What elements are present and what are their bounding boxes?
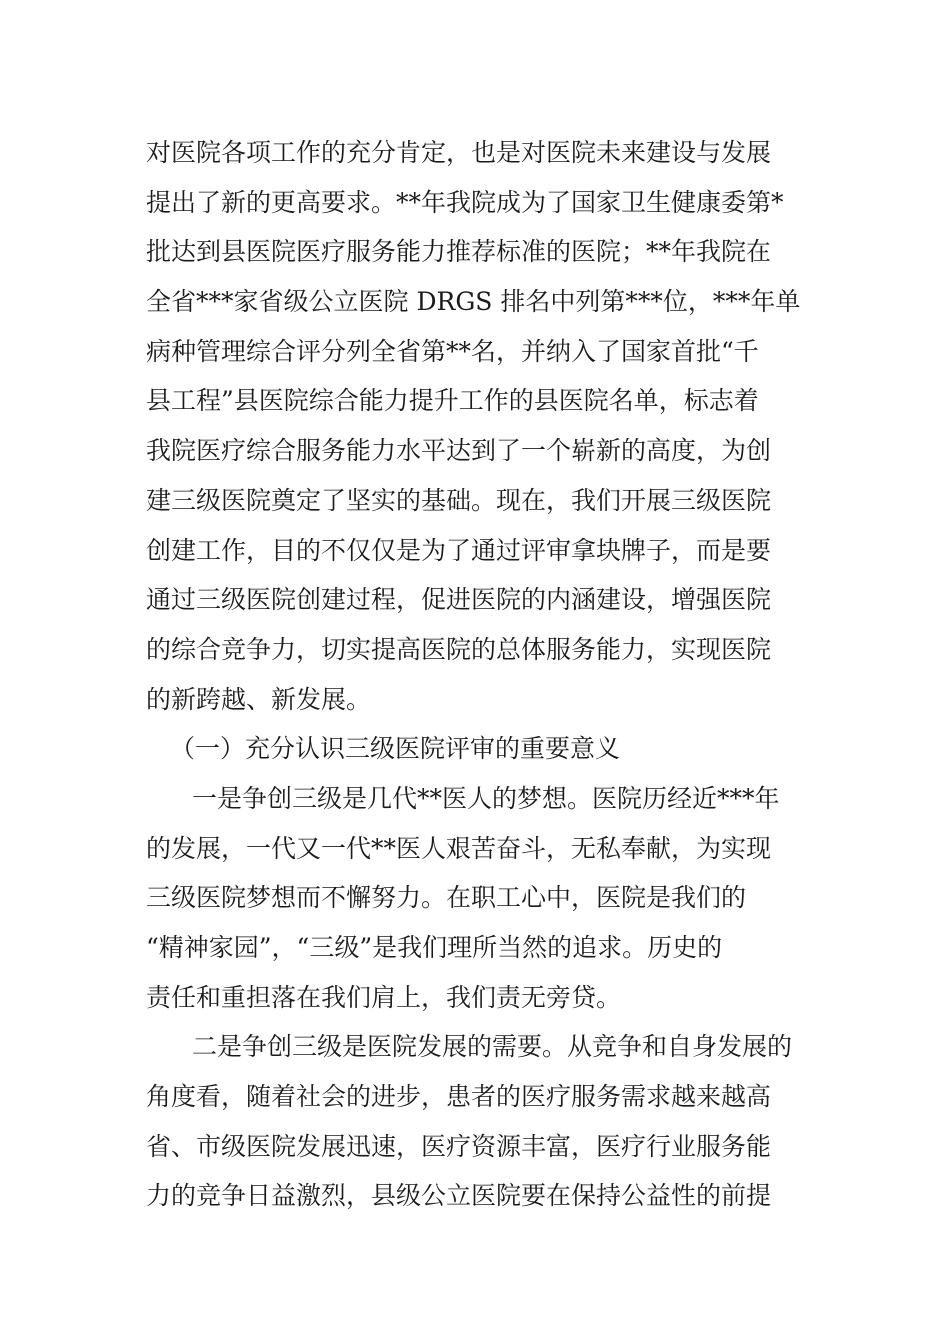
section-heading: （一）充分认识三级医院评审的重要意义: [170, 734, 621, 764]
paragraph-line: 力的竞争日益激烈，县级公立医院要在保持公益性的前提: [146, 1181, 772, 1211]
paragraph-line: 的综合竞争力，切实提高医院的总体服务能力，实现医院: [146, 634, 772, 664]
paragraph-line: 县工程”县医院综合能力提升工作的县医院名单，标志着: [146, 386, 759, 416]
document-body: [146, 128, 816, 1221]
paragraph-line: 角度看，随着社会的进步，患者的医疗服务需求越来越高: [146, 1082, 772, 1112]
paragraph-line: 批达到县医院医疗服务能力推荐标准的医院；**年我院在: [146, 237, 772, 267]
paragraph-line: 一是争创三级是几代**医人的梦想。医院历经近***年: [192, 783, 780, 813]
paragraph-line: 的发展，一代又一代**医人艰苦奋斗，无私奉献，为实现: [146, 833, 772, 863]
paragraph-line: 责任和重担落在我们肩上，我们责无旁贷。: [146, 982, 622, 1012]
paragraph-line: 省、市级医院发展迅速，医疗资源丰富，医疗行业服务能: [146, 1131, 772, 1161]
paragraph-line: 三级医院梦想而不懈努力。在职工心中，医院是我们的: [146, 883, 747, 913]
paragraph-line: 对医院各项工作的充分肯定，也是对医院未来建设与发展: [146, 138, 772, 167]
paragraph-line: 病种管理综合评分列全省第**名，并纳入了国家首批“千: [146, 336, 759, 366]
paragraph-line: 我院医疗综合服务能力水平达到了一个崭新的高度，为创: [146, 436, 772, 466]
paragraph-line: 提出了新的更高要求。**年我院成为了国家卫生健康委第*: [146, 187, 784, 217]
paragraph-line: 二是争创三级是医院发展的需要。从竞争和自身发展的: [192, 1032, 793, 1062]
paragraph-line: 的新跨越、新发展。: [146, 684, 372, 714]
paragraph-line: “精神家园”，“三级”是我们理所当然的追求。历史的: [146, 933, 723, 962]
paragraph-line: 创建工作，目的不仅仅是为了通过评审拿块牌子，而是要: [146, 535, 772, 565]
paragraph-line: 全省***家省级公立医院 DRGS 排名中列第***位，***年单: [146, 287, 801, 317]
paragraph-line: 建三级医院奠定了坚实的基础。现在，我们开展三级医院: [146, 485, 772, 515]
paragraph-line: 通过三级医院创建过程，促进医院的内涵建设，增强医院: [146, 585, 772, 615]
